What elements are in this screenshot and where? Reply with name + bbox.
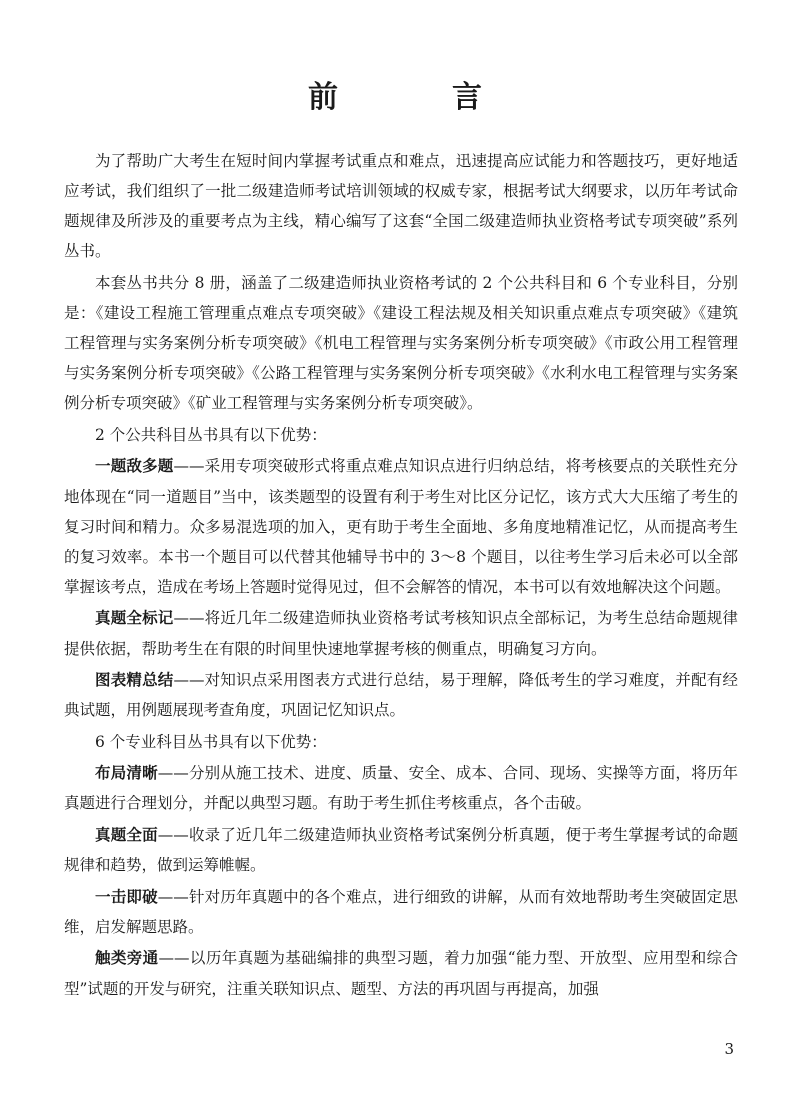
advantage-heading: 一击即破 xyxy=(95,887,158,906)
paragraph-advantage-5 xyxy=(64,820,738,880)
paragraph-public-advantages: 2 个公共科目丛书具有以下优势： xyxy=(95,425,327,444)
paragraph-professional-advantages: 6 个专业科目丛书具有以下优势： xyxy=(95,732,327,751)
paragraph-advantage-1 xyxy=(64,451,738,601)
advantage-text: ——收录了近几年二级建造师执业资格考试案例分析真题，便于考生掌握考试的命题规律和趋势，做到运筹帷幄。 xyxy=(64,826,738,875)
advantage-heading: 真题全面 xyxy=(95,826,158,845)
advantage-heading: 布局清晰 xyxy=(95,764,158,783)
advantage-text: ——以历年真题为基础编排的典型习题，着力加强“能力型、开放型、应用型和综合型”试题的开发与研究，注重关联知识点、题型、方法的再巩固与再提高，加强 xyxy=(64,949,738,998)
advantage-text: ——针对历年真题中的各个难点，进行细致的讲解，从而有效地帮助考生突破固定思维，启发解题思路。 xyxy=(64,887,738,936)
page-number: 3 xyxy=(724,1040,734,1058)
advantage-text: ——将近几年二级建造师执业资格考试考核知识点全部标记，为考生总结命题规律提供依据，帮助考生在有限的时间里快速地掌握考核的侧重点，明确复习方向。 xyxy=(64,609,738,658)
advantage-text: ——分别从施工技术、进度、质量、安全、成本、合同、现场、实操等方面，将历年真题进行合理划分，并配以典型习题。有助于考生抓住考核重点，各个击破。 xyxy=(64,764,738,813)
page-title: 前 言 xyxy=(308,80,524,115)
advantage-heading: 触类旁通 xyxy=(95,949,159,968)
paragraph-intro: 为了帮助广大考生在短时间内掌握考试重点和难点，迅速提高应试能力和答题技巧，更好地适应考试，我们组织了一批二级建造师考试培训领域的权威专家，根据考试大纲要求，以历年考试命题规律及所涉及的重要考点为主线，精心编写了这套“全国二级建造师执业资格考试专项突破”系列丛书。 xyxy=(64,152,738,261)
advantage-heading: 图表精总结 xyxy=(95,671,174,690)
paragraph-advantage-2 xyxy=(64,603,738,663)
paragraph-advantage-7 xyxy=(64,943,738,1003)
advantage-heading: 真题全标记 xyxy=(95,609,174,628)
paragraph-series-list: 本套丛书共分 8 册，涵盖了二级建造师执业资格考试的 2 个公共科目和 6 个专业科目，分别是：《建设工程施工管理重点难点专项突破》《建设工程法规及相关知识重点难点专项突破》《建筑工程管理与实务案例分析专项突破》《机电工程管理与实务案例分析专项突破》《市政公用工程管理与实务案例分析专项突破》《公路工程管理与实务案例分析专项突破》《水利水电工程管理与实务案例分析专项突破》《矿业工程管理与实务案例分析专项突破》。 xyxy=(64,273,738,413)
preface-body xyxy=(64,146,738,1005)
paragraph-advantage-3 xyxy=(64,665,738,725)
paragraph-advantage-4 xyxy=(64,758,738,818)
paragraph-advantage-6 xyxy=(64,882,738,942)
advantage-text: ——采用专项突破形式将重点难点知识点进行归纳总结，将考核要点的关联性充分地体现在“同一道题目”当中，该类题型的设置有利于考生对比区分记忆，该方式大大压缩了考生的复习时间和精力。众多易混选项的加入，更有助于考生全面地、多角度地精准记忆，从而提高考生的复习效率。本书一个题目可以代替其他辅导书中的 3～8 个题目，以往考生学习后未必可以全部掌握该考点，造成在考场上答题时觉得见过，但不会解答的情况，本书可以有效地解决这个问题。 xyxy=(64,457,738,596)
advantage-heading: 一题敌多题 xyxy=(95,457,174,476)
advantage-text: ——对知识点采用图表方式进行总结，易于理解，降低考生的学习难度，并配有经典试题，用例题展现考查角度，巩固记忆知识点。 xyxy=(64,671,738,720)
